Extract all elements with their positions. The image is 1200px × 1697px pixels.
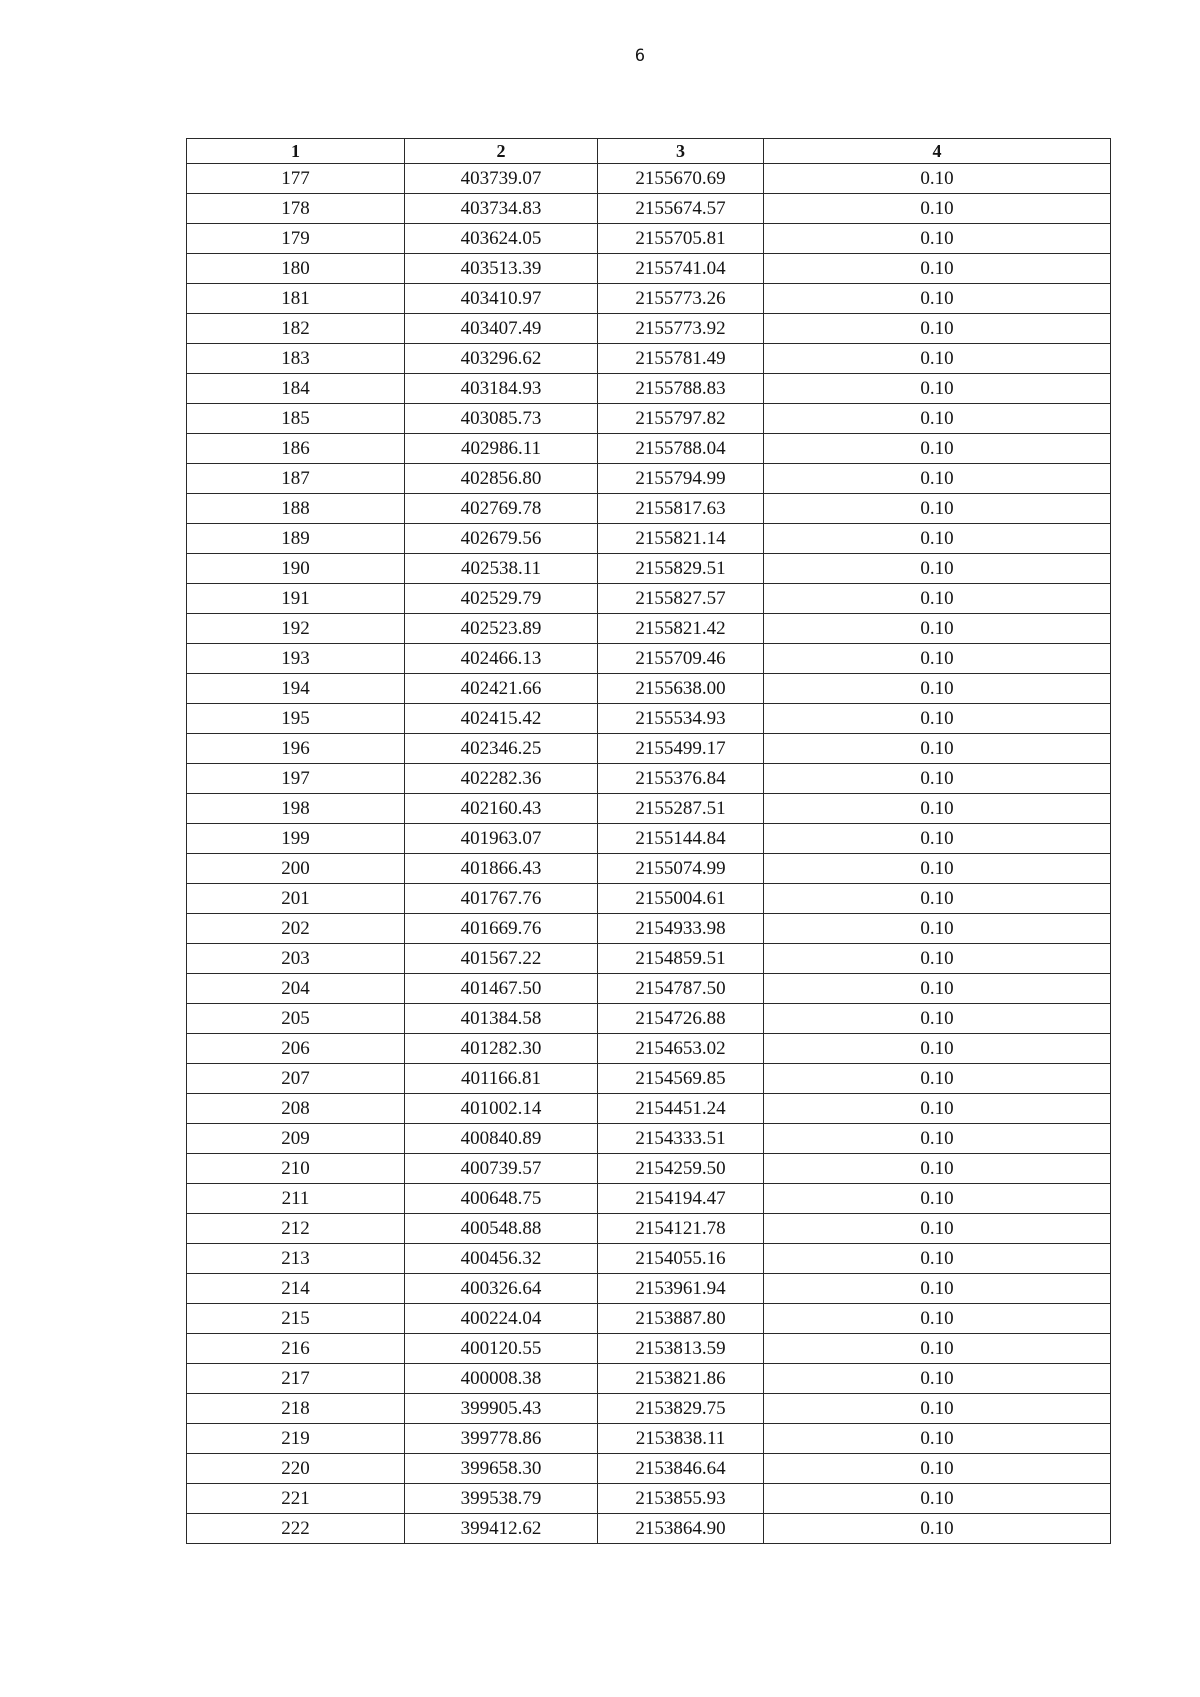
- table-row: [187, 1064, 1111, 1094]
- y-coordinate-cell: 2155709.46: [598, 644, 764, 674]
- y-coordinate-cell: 2155499.17: [598, 734, 764, 764]
- error-cell: 0.10: [764, 914, 1111, 944]
- point-number-cell: 193: [187, 644, 405, 674]
- table-row: [187, 404, 1111, 434]
- table-row: [187, 1184, 1111, 1214]
- y-coordinate-cell: 2155074.99: [598, 854, 764, 884]
- table-row: [187, 1454, 1111, 1484]
- table-row: [187, 824, 1111, 854]
- x-coordinate-cell: 402529.79: [405, 584, 598, 614]
- point-number-cell: 211: [187, 1184, 405, 1214]
- point-number-cell: 195: [187, 704, 405, 734]
- error-cell: 0.10: [764, 974, 1111, 1004]
- table-row: [187, 224, 1111, 254]
- point-number-cell: 181: [187, 284, 405, 314]
- table-row: [187, 674, 1111, 704]
- x-coordinate-cell: 401669.76: [405, 914, 598, 944]
- error-cell: 0.10: [764, 1214, 1111, 1244]
- y-coordinate-cell: 2154121.78: [598, 1214, 764, 1244]
- y-coordinate-cell: 2155817.63: [598, 494, 764, 524]
- x-coordinate-cell: 400008.38: [405, 1364, 598, 1394]
- table-header: [187, 139, 1111, 164]
- point-number-cell: 208: [187, 1094, 405, 1124]
- y-coordinate-cell: 2155638.00: [598, 674, 764, 704]
- error-cell: 0.10: [764, 1124, 1111, 1154]
- x-coordinate-cell: 402421.66: [405, 674, 598, 704]
- x-coordinate-cell: 402466.13: [405, 644, 598, 674]
- x-coordinate-cell: 403739.07: [405, 164, 598, 194]
- y-coordinate-cell: 2154653.02: [598, 1034, 764, 1064]
- table-row: [187, 1094, 1111, 1124]
- column-header: 2: [405, 139, 598, 164]
- x-coordinate-cell: 403085.73: [405, 404, 598, 434]
- error-cell: 0.10: [764, 584, 1111, 614]
- x-coordinate-cell: 403513.39: [405, 254, 598, 284]
- error-cell: 0.10: [764, 464, 1111, 494]
- point-number-cell: 183: [187, 344, 405, 374]
- x-coordinate-cell: 402856.80: [405, 464, 598, 494]
- y-coordinate-cell: 2153838.11: [598, 1424, 764, 1454]
- table-row: [187, 1244, 1111, 1274]
- error-cell: 0.10: [764, 254, 1111, 284]
- point-number-cell: 180: [187, 254, 405, 284]
- y-coordinate-cell: 2155829.51: [598, 554, 764, 584]
- point-number-cell: 188: [187, 494, 405, 524]
- point-number-cell: 203: [187, 944, 405, 974]
- point-number-cell: 190: [187, 554, 405, 584]
- column-header: 1: [187, 139, 405, 164]
- error-cell: 0.10: [764, 644, 1111, 674]
- point-number-cell: 217: [187, 1364, 405, 1394]
- table-row: [187, 704, 1111, 734]
- point-number-cell: 220: [187, 1454, 405, 1484]
- error-cell: 0.10: [764, 1334, 1111, 1364]
- error-cell: 0.10: [764, 854, 1111, 884]
- table-row: [187, 1034, 1111, 1064]
- x-coordinate-cell: 401166.81: [405, 1064, 598, 1094]
- y-coordinate-cell: 2155144.84: [598, 824, 764, 854]
- x-coordinate-cell: 400224.04: [405, 1304, 598, 1334]
- table-row: [187, 164, 1111, 194]
- table-row: [187, 314, 1111, 344]
- error-cell: 0.10: [764, 224, 1111, 254]
- point-number-cell: 214: [187, 1274, 405, 1304]
- table-row: [187, 854, 1111, 884]
- y-coordinate-cell: 2155773.92: [598, 314, 764, 344]
- error-cell: 0.10: [764, 1094, 1111, 1124]
- error-cell: 0.10: [764, 1304, 1111, 1334]
- x-coordinate-cell: 399778.86: [405, 1424, 598, 1454]
- column-header: 3: [598, 139, 764, 164]
- x-coordinate-cell: 399905.43: [405, 1394, 598, 1424]
- y-coordinate-cell: 2155794.99: [598, 464, 764, 494]
- x-coordinate-cell: 403734.83: [405, 194, 598, 224]
- table-row: [187, 1214, 1111, 1244]
- point-number-cell: 209: [187, 1124, 405, 1154]
- error-cell: 0.10: [764, 524, 1111, 554]
- x-coordinate-cell: 401002.14: [405, 1094, 598, 1124]
- error-cell: 0.10: [764, 1184, 1111, 1214]
- error-cell: 0.10: [764, 164, 1111, 194]
- table-row: [187, 1004, 1111, 1034]
- error-cell: 0.10: [764, 344, 1111, 374]
- coordinates-table: [186, 138, 1111, 1544]
- point-number-cell: 189: [187, 524, 405, 554]
- x-coordinate-cell: 402160.43: [405, 794, 598, 824]
- table-row: [187, 1364, 1111, 1394]
- point-number-cell: 218: [187, 1394, 405, 1424]
- error-cell: 0.10: [764, 1244, 1111, 1274]
- error-cell: 0.10: [764, 674, 1111, 704]
- y-coordinate-cell: 2153887.80: [598, 1304, 764, 1334]
- y-coordinate-cell: 2154259.50: [598, 1154, 764, 1184]
- y-coordinate-cell: 2154194.47: [598, 1184, 764, 1214]
- table-row: [187, 284, 1111, 314]
- point-number-cell: 192: [187, 614, 405, 644]
- x-coordinate-cell: 403184.93: [405, 374, 598, 404]
- point-number-cell: 204: [187, 974, 405, 1004]
- error-cell: 0.10: [764, 1064, 1111, 1094]
- table-row: [187, 434, 1111, 464]
- point-number-cell: 186: [187, 434, 405, 464]
- x-coordinate-cell: 402679.56: [405, 524, 598, 554]
- y-coordinate-cell: 2155821.42: [598, 614, 764, 644]
- point-number-cell: 177: [187, 164, 405, 194]
- x-coordinate-cell: 402346.25: [405, 734, 598, 764]
- y-coordinate-cell: 2153864.90: [598, 1514, 764, 1544]
- error-cell: 0.10: [764, 944, 1111, 974]
- point-number-cell: 184: [187, 374, 405, 404]
- point-number-cell: 191: [187, 584, 405, 614]
- x-coordinate-cell: 401567.22: [405, 944, 598, 974]
- x-coordinate-cell: 403624.05: [405, 224, 598, 254]
- table-row: [187, 1124, 1111, 1154]
- error-cell: 0.10: [764, 404, 1111, 434]
- point-number-cell: 219: [187, 1424, 405, 1454]
- y-coordinate-cell: 2153829.75: [598, 1394, 764, 1424]
- table-row: [187, 944, 1111, 974]
- point-number-cell: 200: [187, 854, 405, 884]
- error-cell: 0.10: [764, 1394, 1111, 1424]
- x-coordinate-cell: 400739.57: [405, 1154, 598, 1184]
- table-row: [187, 884, 1111, 914]
- table-row: [187, 734, 1111, 764]
- table-row: [187, 344, 1111, 374]
- y-coordinate-cell: 2155674.57: [598, 194, 764, 224]
- table-row: [187, 974, 1111, 1004]
- x-coordinate-cell: 402538.11: [405, 554, 598, 584]
- y-coordinate-cell: 2155741.04: [598, 254, 764, 284]
- error-cell: 0.10: [764, 1424, 1111, 1454]
- error-cell: 0.10: [764, 434, 1111, 464]
- x-coordinate-cell: 401963.07: [405, 824, 598, 854]
- point-number-cell: 198: [187, 794, 405, 824]
- table-row: [187, 644, 1111, 674]
- table-row: [187, 584, 1111, 614]
- x-coordinate-cell: 400648.75: [405, 1184, 598, 1214]
- y-coordinate-cell: 2155797.82: [598, 404, 764, 434]
- x-coordinate-cell: 403407.49: [405, 314, 598, 344]
- table-row: [187, 254, 1111, 284]
- table-row: [187, 914, 1111, 944]
- error-cell: 0.10: [764, 884, 1111, 914]
- point-number-cell: 197: [187, 764, 405, 794]
- error-cell: 0.10: [764, 194, 1111, 224]
- point-number-cell: 199: [187, 824, 405, 854]
- table-row: [187, 794, 1111, 824]
- y-coordinate-cell: 2155670.69: [598, 164, 764, 194]
- table-row: [187, 1154, 1111, 1184]
- error-cell: 0.10: [764, 1154, 1111, 1184]
- point-number-cell: 212: [187, 1214, 405, 1244]
- x-coordinate-cell: 399412.62: [405, 1514, 598, 1544]
- table-row: [187, 1304, 1111, 1334]
- y-coordinate-cell: 2154451.24: [598, 1094, 764, 1124]
- point-number-cell: 210: [187, 1154, 405, 1184]
- table-row: [187, 494, 1111, 524]
- y-coordinate-cell: 2155705.81: [598, 224, 764, 254]
- y-coordinate-cell: 2154787.50: [598, 974, 764, 1004]
- error-cell: 0.10: [764, 794, 1111, 824]
- point-number-cell: 187: [187, 464, 405, 494]
- x-coordinate-cell: 403296.62: [405, 344, 598, 374]
- table-row: [187, 1274, 1111, 1304]
- x-coordinate-cell: 399538.79: [405, 1484, 598, 1514]
- point-number-cell: 196: [187, 734, 405, 764]
- header-row: [187, 139, 1111, 164]
- x-coordinate-cell: 401282.30: [405, 1034, 598, 1064]
- y-coordinate-cell: 2153846.64: [598, 1454, 764, 1484]
- x-coordinate-cell: 400456.32: [405, 1244, 598, 1274]
- y-coordinate-cell: 2155781.49: [598, 344, 764, 374]
- point-number-cell: 216: [187, 1334, 405, 1364]
- y-coordinate-cell: 2155534.93: [598, 704, 764, 734]
- x-coordinate-cell: 402769.78: [405, 494, 598, 524]
- x-coordinate-cell: 403410.97: [405, 284, 598, 314]
- error-cell: 0.10: [764, 1454, 1111, 1484]
- error-cell: 0.10: [764, 284, 1111, 314]
- y-coordinate-cell: 2155376.84: [598, 764, 764, 794]
- point-number-cell: 213: [187, 1244, 405, 1274]
- point-number-cell: 207: [187, 1064, 405, 1094]
- error-cell: 0.10: [764, 614, 1111, 644]
- x-coordinate-cell: 402986.11: [405, 434, 598, 464]
- error-cell: 0.10: [764, 494, 1111, 524]
- y-coordinate-cell: 2154859.51: [598, 944, 764, 974]
- table-body: [187, 164, 1111, 1544]
- table-row: [187, 1514, 1111, 1544]
- x-coordinate-cell: 402415.42: [405, 704, 598, 734]
- error-cell: 0.10: [764, 314, 1111, 344]
- y-coordinate-cell: 2153961.94: [598, 1274, 764, 1304]
- point-number-cell: 201: [187, 884, 405, 914]
- x-coordinate-cell: 401767.76: [405, 884, 598, 914]
- error-cell: 0.10: [764, 554, 1111, 584]
- error-cell: 0.10: [764, 1034, 1111, 1064]
- table-row: [187, 614, 1111, 644]
- y-coordinate-cell: 2155788.83: [598, 374, 764, 404]
- x-coordinate-cell: 399658.30: [405, 1454, 598, 1484]
- point-number-cell: 205: [187, 1004, 405, 1034]
- y-coordinate-cell: 2154569.85: [598, 1064, 764, 1094]
- error-cell: 0.10: [764, 1274, 1111, 1304]
- y-coordinate-cell: 2153813.59: [598, 1334, 764, 1364]
- y-coordinate-cell: 2155821.14: [598, 524, 764, 554]
- y-coordinate-cell: 2153821.86: [598, 1364, 764, 1394]
- y-coordinate-cell: 2155788.04: [598, 434, 764, 464]
- y-coordinate-cell: 2155773.26: [598, 284, 764, 314]
- error-cell: 0.10: [764, 704, 1111, 734]
- table-row: [187, 764, 1111, 794]
- x-coordinate-cell: 400326.64: [405, 1274, 598, 1304]
- point-number-cell: 215: [187, 1304, 405, 1334]
- y-coordinate-cell: 2153855.93: [598, 1484, 764, 1514]
- error-cell: 0.10: [764, 734, 1111, 764]
- error-cell: 0.10: [764, 1484, 1111, 1514]
- table-row: [187, 554, 1111, 584]
- x-coordinate-cell: 400120.55: [405, 1334, 598, 1364]
- table-row: [187, 524, 1111, 554]
- x-coordinate-cell: 400548.88: [405, 1214, 598, 1244]
- error-cell: 0.10: [764, 1004, 1111, 1034]
- point-number-cell: 185: [187, 404, 405, 434]
- point-number-cell: 179: [187, 224, 405, 254]
- point-number-cell: 221: [187, 1484, 405, 1514]
- x-coordinate-cell: 401467.50: [405, 974, 598, 1004]
- y-coordinate-cell: 2154333.51: [598, 1124, 764, 1154]
- y-coordinate-cell: 2155004.61: [598, 884, 764, 914]
- table-row: [187, 374, 1111, 404]
- x-coordinate-cell: 402523.89: [405, 614, 598, 644]
- table-row: [187, 1334, 1111, 1364]
- table-row: [187, 1424, 1111, 1454]
- point-number-cell: 222: [187, 1514, 405, 1544]
- column-header: 4: [764, 139, 1111, 164]
- error-cell: 0.10: [764, 374, 1111, 404]
- table-row: [187, 194, 1111, 224]
- table-row: [187, 1484, 1111, 1514]
- table-row: [187, 1394, 1111, 1424]
- point-number-cell: 194: [187, 674, 405, 704]
- error-cell: 0.10: [764, 1514, 1111, 1544]
- point-number-cell: 182: [187, 314, 405, 344]
- error-cell: 0.10: [764, 764, 1111, 794]
- x-coordinate-cell: 401866.43: [405, 854, 598, 884]
- y-coordinate-cell: 2154055.16: [598, 1244, 764, 1274]
- y-coordinate-cell: 2154726.88: [598, 1004, 764, 1034]
- page-number: 6: [634, 46, 646, 66]
- x-coordinate-cell: 401384.58: [405, 1004, 598, 1034]
- point-number-cell: 206: [187, 1034, 405, 1064]
- x-coordinate-cell: 400840.89: [405, 1124, 598, 1154]
- x-coordinate-cell: 402282.36: [405, 764, 598, 794]
- point-number-cell: 178: [187, 194, 405, 224]
- error-cell: 0.10: [764, 1364, 1111, 1394]
- y-coordinate-cell: 2155827.57: [598, 584, 764, 614]
- y-coordinate-cell: 2154933.98: [598, 914, 764, 944]
- table-row: [187, 464, 1111, 494]
- error-cell: 0.10: [764, 824, 1111, 854]
- y-coordinate-cell: 2155287.51: [598, 794, 764, 824]
- point-number-cell: 202: [187, 914, 405, 944]
